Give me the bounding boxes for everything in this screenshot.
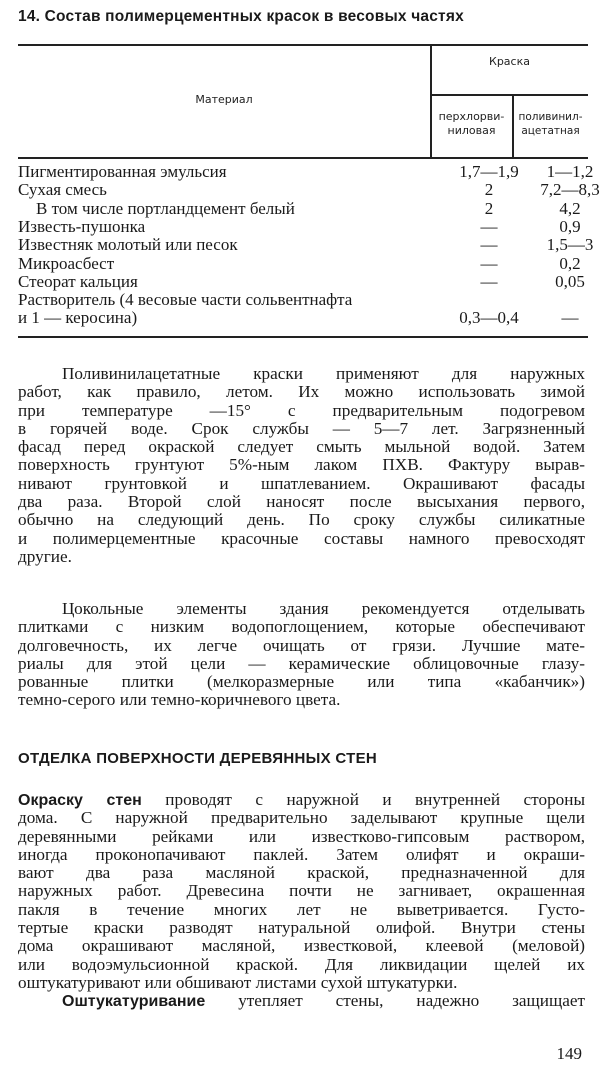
text-line: поверхность грунтуют 5%-ным лаком ПХВ. Фактуру вырав- xyxy=(18,455,585,475)
table-row xyxy=(18,273,588,291)
text-line: фасад перед окраской следует смыть мыльной водой. Затем xyxy=(18,437,585,457)
header-col1-line2: ниловая xyxy=(447,124,496,137)
perchlorvinyl-cell: 2 xyxy=(484,198,494,218)
polyvinylacetate-cell: 1—1,2 xyxy=(546,162,594,181)
table-row xyxy=(18,200,588,218)
table-title: 14. Состав полимерцементных красок в весовых частях xyxy=(18,8,464,25)
polyvinylacetate-cell: 1,5—3 xyxy=(546,235,594,255)
text-line: дома. С наружной предварительно заделывают крупные щели xyxy=(18,808,585,828)
table-row xyxy=(18,180,600,200)
header-material: Материал xyxy=(195,93,253,106)
material-cell: Пигментированная эмульсия xyxy=(18,162,227,181)
material-cell: Стеорат кальция xyxy=(18,271,138,291)
text-line: иногда проконопачивают паклей. Затем олифят и окраши- xyxy=(18,844,585,864)
header-col2-line2: ацетатная xyxy=(521,125,580,137)
header-col2-line1: поливинил- xyxy=(518,111,583,123)
text-line: или водоэмульсионной краской. Для ликвидации щелей их xyxy=(18,954,585,974)
material-cell: Микроасбест xyxy=(18,253,115,273)
material-cell: и 1 — керосина) xyxy=(18,308,138,328)
text-line: обычно на следующий день. По сроку службы силикатные xyxy=(18,510,585,530)
header-col-perchlorvinyl xyxy=(431,110,512,138)
material-cell: Известняк молотый или песок xyxy=(18,235,238,255)
paragraph-plinth xyxy=(18,600,585,710)
polyvinylacetate-cell: 0,2 xyxy=(559,253,581,273)
header-bottom-rule xyxy=(18,157,588,159)
text-line: деревянными рейками или известково-гипсовым раствором, xyxy=(18,826,585,846)
perchlorvinyl-cell: — xyxy=(480,235,498,255)
text-line: Поливинилацетатные краски применяют для наружных xyxy=(62,364,585,383)
header-col1-line1: перхлорви- xyxy=(438,110,505,123)
header-paint: Краска xyxy=(489,55,530,68)
header-subrule xyxy=(431,94,588,96)
section-heading: ОТДЕЛКА ПОВЕРХНОСТИ ДЕРЕВЯННЫХ СТЕН xyxy=(18,750,378,767)
material-cell: В том числе портландцемент белый xyxy=(36,198,295,218)
table-bottom-rule xyxy=(18,336,588,338)
table-top-rule xyxy=(18,44,588,46)
lead-term: Оштукатуривание xyxy=(62,993,206,1010)
perchlorvinyl-cell: 1,7—1,9 xyxy=(459,162,519,181)
text-line: Цокольные элементы здания рекомендуется отделывать xyxy=(62,599,585,618)
paragraph-plastering xyxy=(18,992,585,1010)
table-row xyxy=(18,255,588,273)
text-line: оштукатуривают или обшивают листами сухой штукатурки. xyxy=(18,972,458,992)
line-text: проводят с наружной и внутренней стороны xyxy=(141,790,585,809)
material-cell: Сухая смесь xyxy=(18,180,107,200)
perchlorvinyl-cell: — xyxy=(480,253,498,273)
text-line: и полимерцементные красочные составы намного превосходят xyxy=(18,528,585,548)
table-row xyxy=(18,162,594,181)
text-line: риалы для этой цели — керамические облицовочные глазу- xyxy=(18,653,585,673)
paragraph-pva-paints xyxy=(18,365,585,566)
perchlorvinyl-cell: 0,3—0,4 xyxy=(459,308,519,328)
lead-term: Окраску стен xyxy=(18,792,142,809)
polyvinylacetate-cell: 0,9 xyxy=(559,216,581,236)
text-line: тертые краски разводят натуральной олифой. Внутри стены xyxy=(18,918,585,938)
text-line: нивают грунтовкой и шпатлеванием. Окрашивают фасады xyxy=(18,473,585,493)
table-row xyxy=(18,309,588,327)
perchlorvinyl-cell: — xyxy=(480,271,498,291)
text-line: рованные плитки (мелкоразмерные или типа «кабанчик») xyxy=(18,672,585,692)
table-row xyxy=(18,235,594,255)
polyvinylacetate-cell: 7,2—8,3 xyxy=(540,180,600,200)
header-col-polyvinylacetate xyxy=(513,110,588,138)
line-text: утепляет стены, надежно защищает xyxy=(205,991,585,1010)
text-line: вают два раза масляной краской, предназначенной для xyxy=(18,863,585,883)
polyvinylacetate-cell: — xyxy=(561,308,579,328)
text-line: плитками с низким водопоглощением, которые обеспечивают xyxy=(18,617,585,637)
text-line: другие. xyxy=(18,546,72,566)
polyvinylacetate-cell: 0,05 xyxy=(555,271,585,291)
text-line: долговечность, их легче очищать от грязи. Лучшие мате- xyxy=(18,635,585,655)
text-line: два раза. Второй слой наносят после высыхания первого, xyxy=(18,492,585,512)
text-line: темно-серого или темно-коричневого цвета. xyxy=(18,690,341,710)
material-cell: Растворитель (4 весовые части сольвентнафта xyxy=(18,290,353,310)
perchlorvinyl-cell: — xyxy=(480,216,498,236)
table-row xyxy=(18,291,588,309)
text-line: дома окрашивают масляной, известковой, клеевой (меловой) xyxy=(18,936,585,956)
text-line: при температуре —15° с предварительным подогревом xyxy=(18,400,585,420)
material-cell: Известь-пушонка xyxy=(18,216,146,236)
paragraph-wall-painting xyxy=(18,791,585,992)
text-line: наружных работ. Древесина почти не загнивает, окрашенная xyxy=(18,881,585,901)
text-line: в горячей воде. Срок службы — 5—7 лет. Загрязненный xyxy=(18,418,585,438)
table-row xyxy=(18,218,588,236)
perchlorvinyl-cell: 2 xyxy=(484,180,494,200)
text-line: работ, как правило, летом. Их можно использовать зимой xyxy=(18,382,585,402)
page-number: 149 xyxy=(556,1044,582,1063)
text-line: пакля в течение многих лет не выветривается. Густо- xyxy=(18,899,585,919)
polyvinylacetate-cell: 4,2 xyxy=(559,198,581,218)
